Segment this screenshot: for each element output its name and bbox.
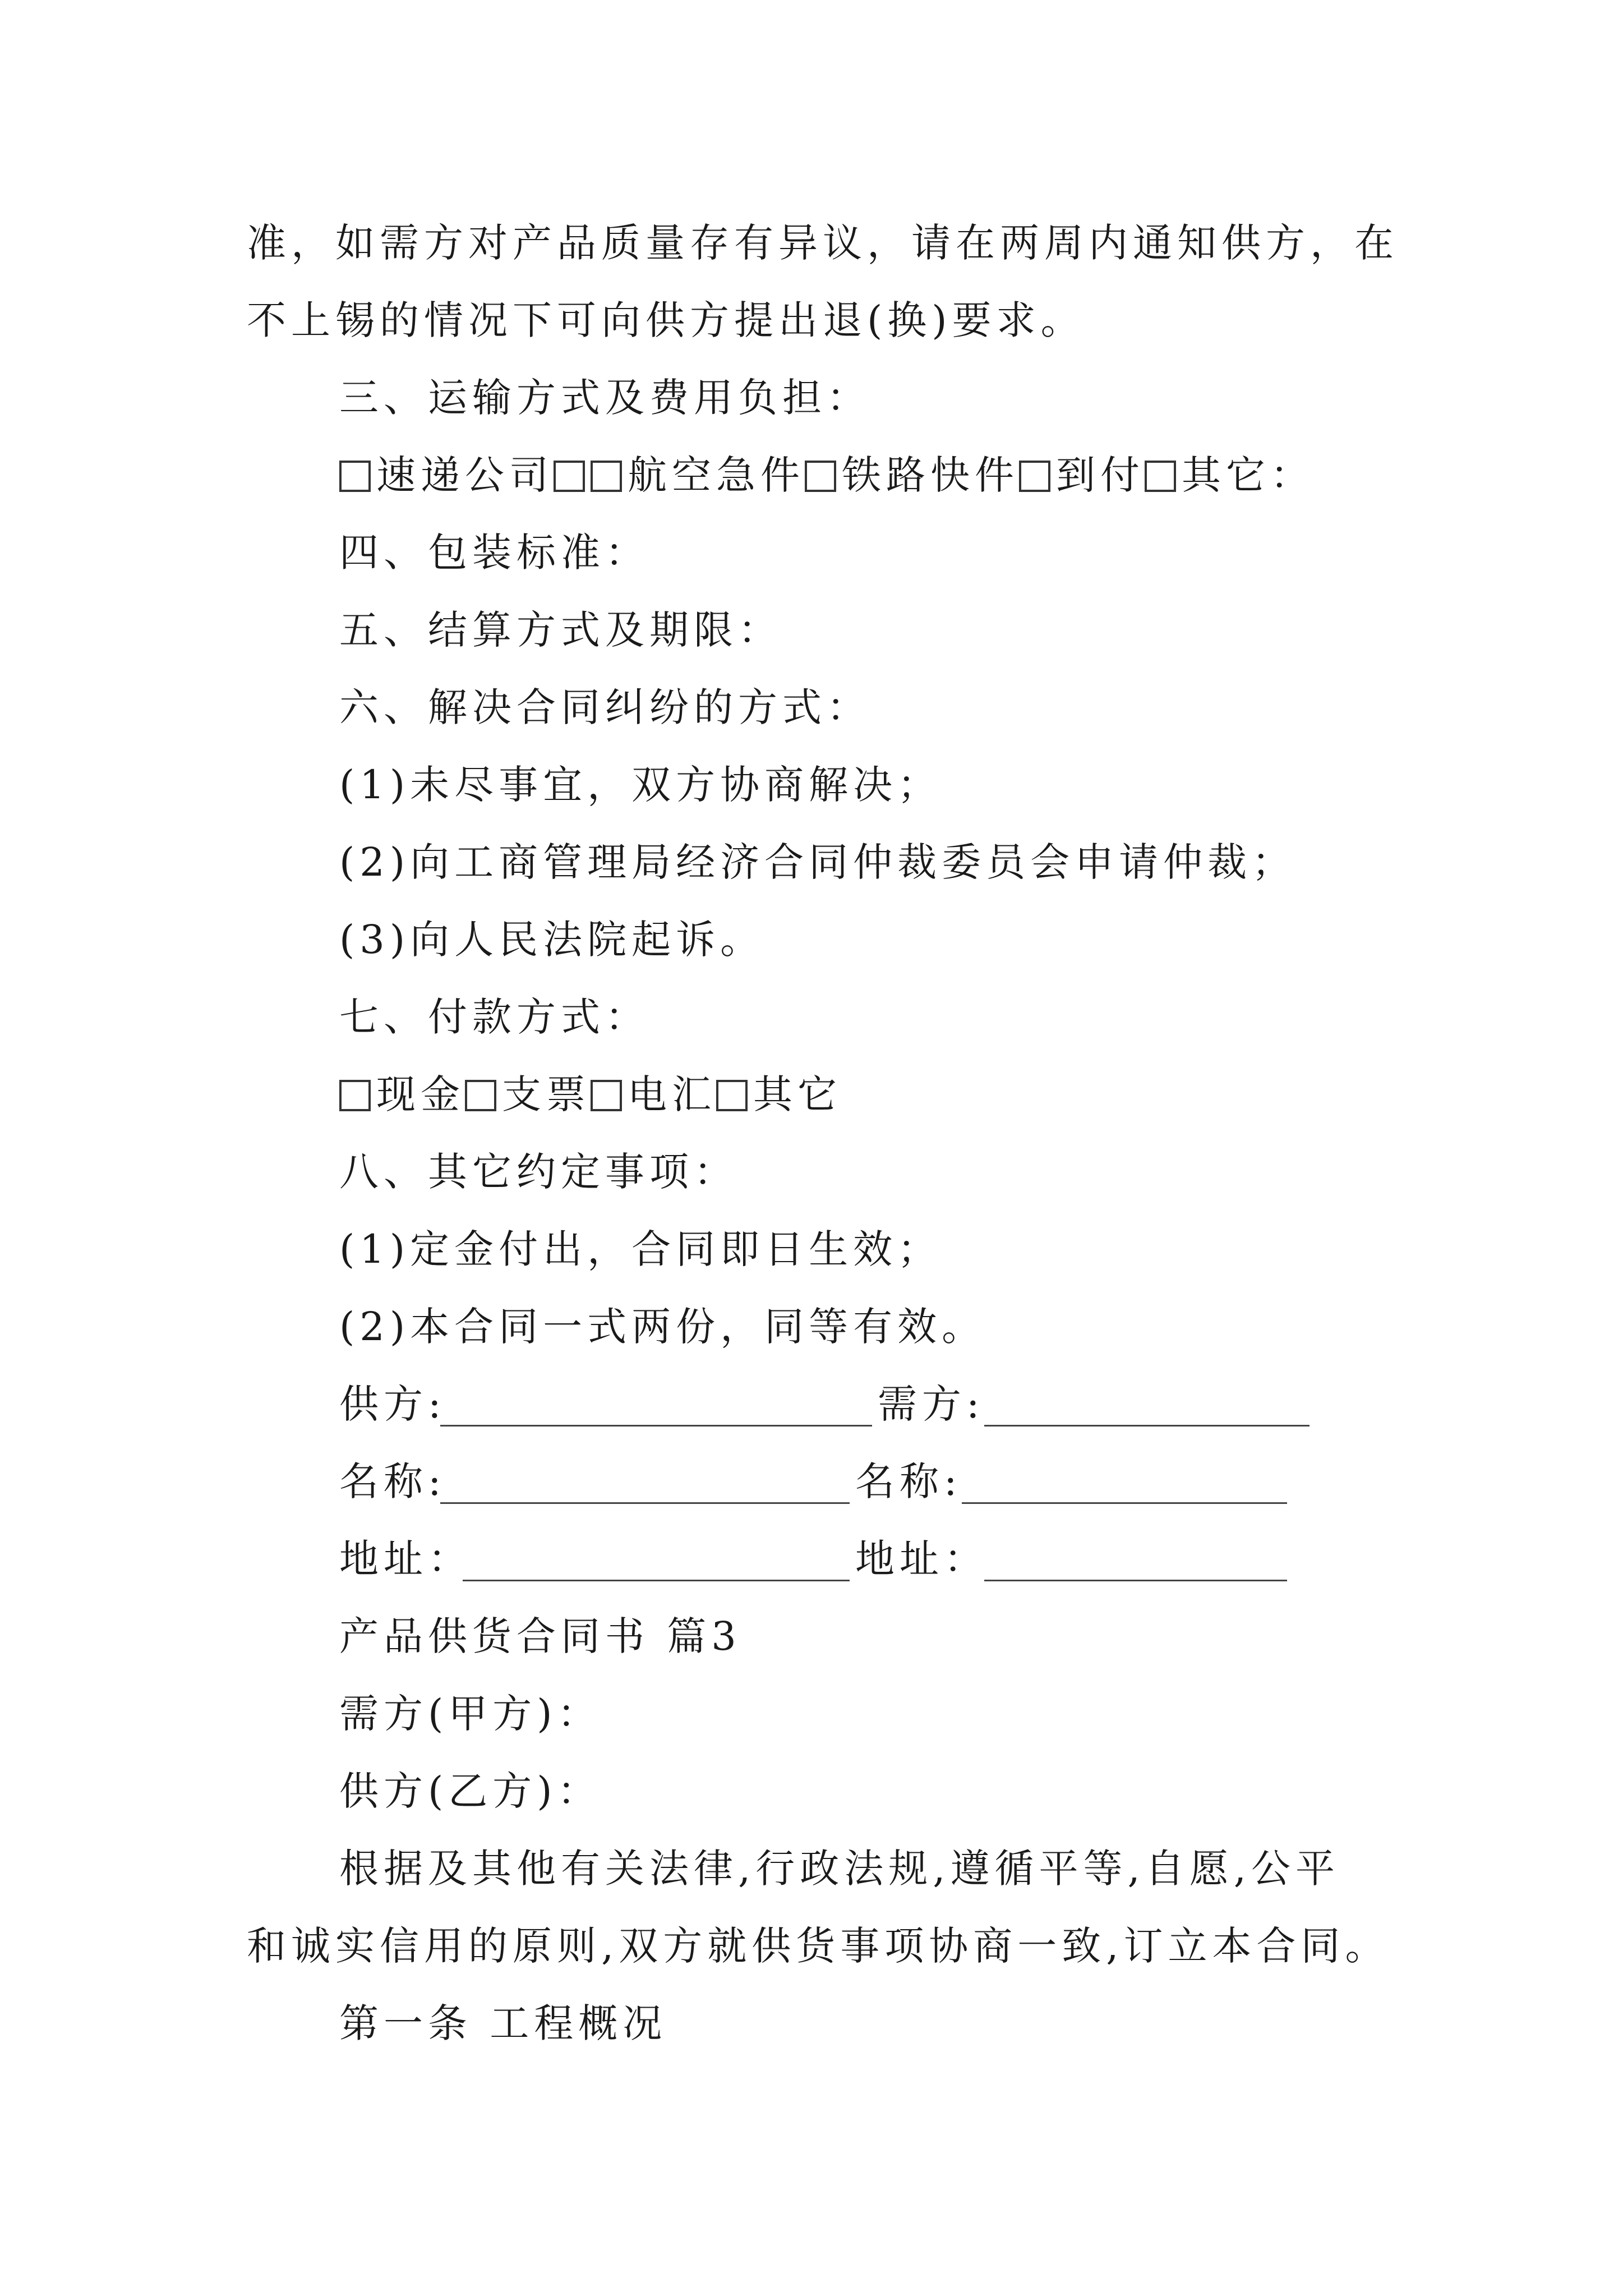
article-heading: 第一条 工程概况 [339,2000,667,2046]
address-blank[interactable] [984,1580,1287,1581]
clause-line: (3)向人民法院起诉。 [339,917,765,963]
name-blank[interactable] [440,1502,850,1504]
option-label: 电汇 [628,1071,716,1117]
checkbox-cash[interactable] [339,1080,371,1111]
option-label: 铁路快件 [842,452,1019,498]
section-heading-disputes: 六、解决合同纠纷的方式： [339,684,871,730]
section-heading-settlement: 五、结算方式及期限： [339,607,782,653]
section-heading-transport: 三、运输方式及费用负担： [339,375,871,421]
signature-row-names [339,1456,1349,1507]
section-title: 产品供货合同书 篇3 [339,1613,741,1659]
checkbox-express[interactable] [339,461,371,492]
buyer-blank[interactable] [984,1425,1310,1427]
supplier-blank[interactable] [440,1425,872,1427]
option-label: 速递公司 [376,452,554,498]
section-heading-packaging: 四、包装标准： [339,530,649,576]
supplier-label: 供方: [339,1381,446,1427]
address-label: 地址： [855,1536,988,1582]
address-label: 地址： [339,1536,472,1582]
option-label: 到付 [1056,452,1145,498]
checkbox-air[interactable] [591,461,622,492]
checkbox-blank[interactable] [554,461,585,492]
checkbox-other[interactable] [1145,461,1176,492]
paragraph-line: 不上锡的情况下可向供方提出退(换)要求。 [247,297,1085,343]
checkbox-wire[interactable] [591,1080,622,1111]
option-label: 支票 [502,1071,591,1117]
clause-line: (2)本合同一式两份，同等有效。 [339,1304,986,1350]
checkbox-check[interactable] [465,1080,496,1111]
checkbox-cod[interactable] [1019,461,1050,492]
payment-options [339,1069,842,1120]
paragraph-line: 根据及其他有关法律,行政法规,遵循平等,自愿,公平 [339,1846,1340,1892]
paragraph-line: 准，如需方对产品质量存有异议，请在两周内通知供方，在 [247,220,1399,266]
name-label: 名称: [855,1458,962,1504]
section-heading-other: 八、其它约定事项： [339,1149,738,1195]
party-supplier: 供方(乙方)： [339,1768,602,1814]
party-buyer: 需方(甲方)： [339,1691,602,1737]
buyer-label: 需方: [878,1381,985,1427]
option-label: 航空急件 [628,452,805,498]
option-label: 现金 [376,1071,465,1117]
option-label: 其它： [1182,452,1315,498]
transport-options [339,450,1315,500]
address-blank[interactable] [463,1580,850,1581]
name-label: 名称: [339,1458,446,1504]
checkbox-other-payment[interactable] [716,1080,748,1111]
signature-row-address [339,1534,1349,1584]
name-blank[interactable] [962,1502,1287,1504]
option-label: 其它 [753,1071,842,1117]
clause-line: (2)向工商管理局经济合同仲裁委员会申请仲裁； [339,839,1297,885]
clause-line: (1)未尽事宜，双方协商解决； [339,762,942,808]
checkbox-rail[interactable] [805,461,836,492]
clause-line: (1)定金付出，合同即日生效； [339,1226,942,1272]
paragraph-line: 和诚实信用的原则,双方就供货事项协商一致,订立本合同。 [247,1923,1390,1969]
section-heading-payment: 七、付款方式： [339,994,649,1040]
signature-row-parties [339,1379,1349,1429]
